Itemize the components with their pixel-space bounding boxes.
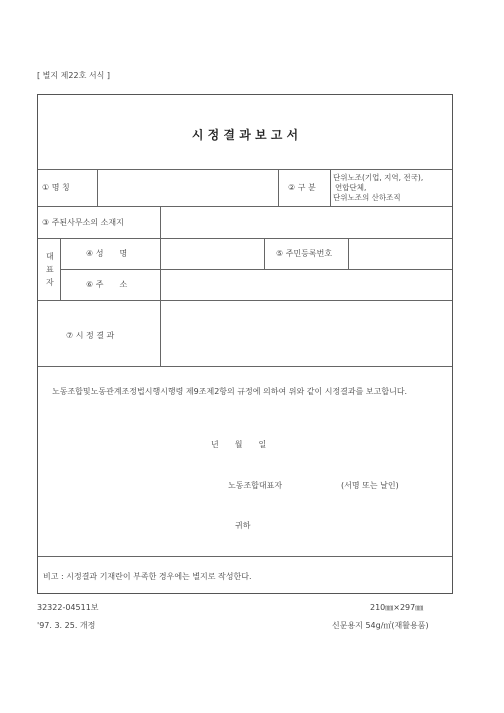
revision-date: '97. 3. 25. 개정 bbox=[37, 621, 96, 630]
name-field[interactable] bbox=[98, 170, 277, 205]
rep-rrn-field[interactable] bbox=[349, 239, 451, 268]
col-divider bbox=[60, 238, 61, 300]
date-line: 년 월 일 bbox=[211, 440, 267, 449]
col-divider bbox=[278, 169, 279, 206]
type-option: 단위노조의 산하조직 bbox=[333, 193, 401, 202]
col-divider bbox=[264, 238, 265, 269]
form-reference: [ 별지 제22호 서식 ] bbox=[37, 71, 110, 80]
form-code: 32322-04511보 bbox=[37, 603, 99, 612]
rep-address-field[interactable] bbox=[161, 270, 451, 299]
paper-spec: 신문용지 54g/㎡(재활용품) bbox=[332, 621, 429, 630]
representative-label-char: 대 bbox=[46, 252, 54, 261]
row-divider bbox=[38, 556, 452, 557]
rep-name-field[interactable] bbox=[161, 239, 263, 268]
name-label: ① 명 칭 bbox=[42, 183, 70, 192]
rep-address-label: ⑥ 주 소 bbox=[86, 280, 128, 289]
report-form bbox=[37, 94, 453, 594]
representative-label-char: 표 bbox=[46, 265, 54, 274]
office-location-field[interactable] bbox=[161, 207, 451, 237]
form-title: 시 정 결 과 보 고 서 bbox=[191, 128, 299, 142]
signer-label: 노동조합대표자 bbox=[228, 481, 283, 490]
rep-rrn-label: ⑤ 주민등록번호 bbox=[276, 249, 333, 258]
col-divider bbox=[330, 169, 331, 206]
type-label: ② 구 분 bbox=[288, 183, 316, 192]
result-field[interactable] bbox=[161, 301, 451, 365]
representative-label-char: 자 bbox=[46, 278, 54, 287]
row-divider bbox=[38, 366, 452, 367]
type-option: 단위노조(기업, 지역, 전국), bbox=[333, 173, 424, 182]
sign-note: (서명 또는 날인) bbox=[341, 481, 399, 490]
rep-name-label: ④ 성 명 bbox=[86, 249, 128, 258]
type-option: 연합단체, bbox=[335, 183, 367, 192]
office-location-label: ③ 주된사무소의 소재지 bbox=[42, 218, 124, 227]
recipient-label: 귀하 bbox=[235, 521, 251, 530]
result-label: ⑦ 시 정 결 과 bbox=[66, 331, 115, 340]
remarks-note: 비고 : 시정결과 기재란이 부족한 경우에는 별지로 작성한다. bbox=[43, 572, 252, 581]
paper-size: 210㎜×297㎜ bbox=[370, 603, 424, 612]
statement-text: 노동조합및노동관계조정법시행시행령 제9조제2항의 규정에 의하여 위와 같이 시정결과를 보고합니다. bbox=[52, 387, 408, 396]
